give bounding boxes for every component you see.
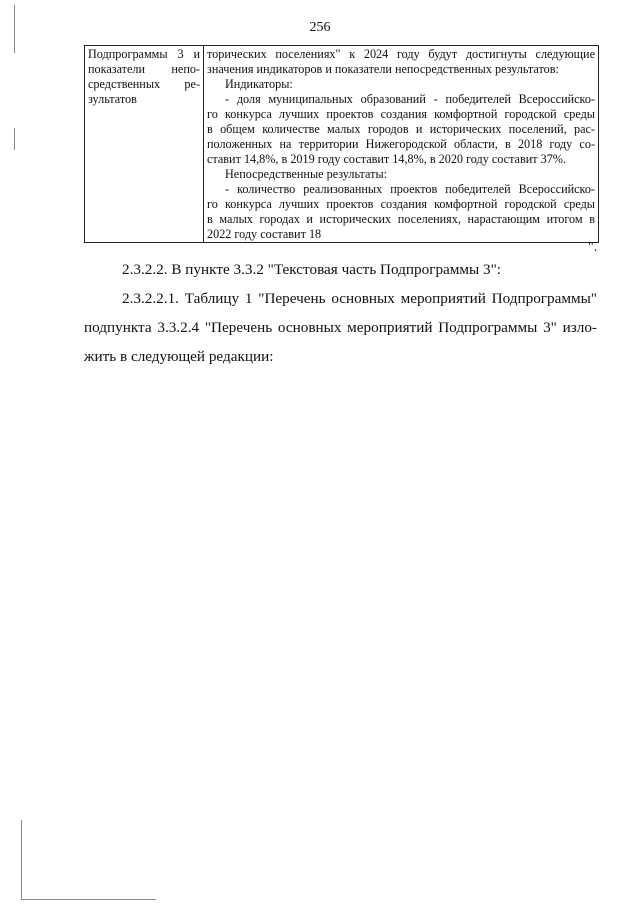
row-label-line: зультатов: [88, 92, 137, 106]
paragraph-line: 2.3.2.2.1. Таблицу 1 "Перечень основных мероприятий Подпрограммы": [122, 290, 597, 307]
content-line: 2022 году составит 18: [207, 227, 322, 241]
content-line: в малых городах и исторических поселениях, нарастающим итогом в: [207, 212, 595, 226]
content-line: в общем количестве малых городов и исторических поселений, рас-: [207, 122, 595, 136]
scan-margin-mark: [14, 128, 15, 150]
content-line: - количество реализованных проектов победителей Всероссийско-: [225, 182, 595, 196]
table-row: [85, 46, 599, 243]
page-number: 256: [309, 20, 331, 35]
row-label-cell: [85, 46, 204, 243]
indicators-heading: Индикаторы:: [225, 77, 293, 91]
content-line: торических поселениях" к 2024 году будут достигнуты следующие: [207, 47, 595, 61]
paragraph-line: подпункта 3.3.2.4 "Перечень основных мероприятий Подпрограммы 3" изло-: [84, 319, 597, 336]
scan-margin-mark: [14, 5, 15, 53]
row-label-line: средственных ре-: [88, 77, 200, 91]
scan-bottom-mark: [21, 899, 156, 900]
content-line: положенных на территории Нижегородской области, в 2018 году со-: [207, 137, 595, 151]
paragraph-2-3-2-2-1: [84, 287, 597, 369]
row-content-cell: [204, 46, 599, 243]
results-heading: Непосредственные результаты:: [225, 167, 388, 181]
row-label-line: показатели непо-: [88, 62, 200, 76]
content-line: - доля муниципальных образований - победителей Всероссийско-: [225, 92, 595, 106]
content-line: ставит 14,8%, в 2019 году составит 14,8%, в 2020 году составит 37%.: [207, 152, 566, 166]
scan-margin-mark: [21, 820, 22, 900]
row-label-line: Подпрограммы 3 и: [88, 47, 200, 61]
closing-quote: ".: [588, 240, 598, 255]
content-line: го конкурса лучших проектов создания комфортной городской среды: [207, 107, 595, 121]
paragraph-2-3-2-2: [84, 258, 597, 282]
paragraph-line: 2.3.2.2. В пункте 3.3.2 "Текстовая часть Подпрограммы 3":: [122, 261, 502, 278]
content-line: значения индикаторов и показатели непосредственных результатов:: [207, 62, 559, 76]
paragraph-line: жить в следующей редакции:: [84, 348, 274, 365]
subprogram-passport-table: [84, 45, 599, 243]
content-line: го конкурса лучших проектов создания комфортной городской среды: [207, 197, 595, 211]
